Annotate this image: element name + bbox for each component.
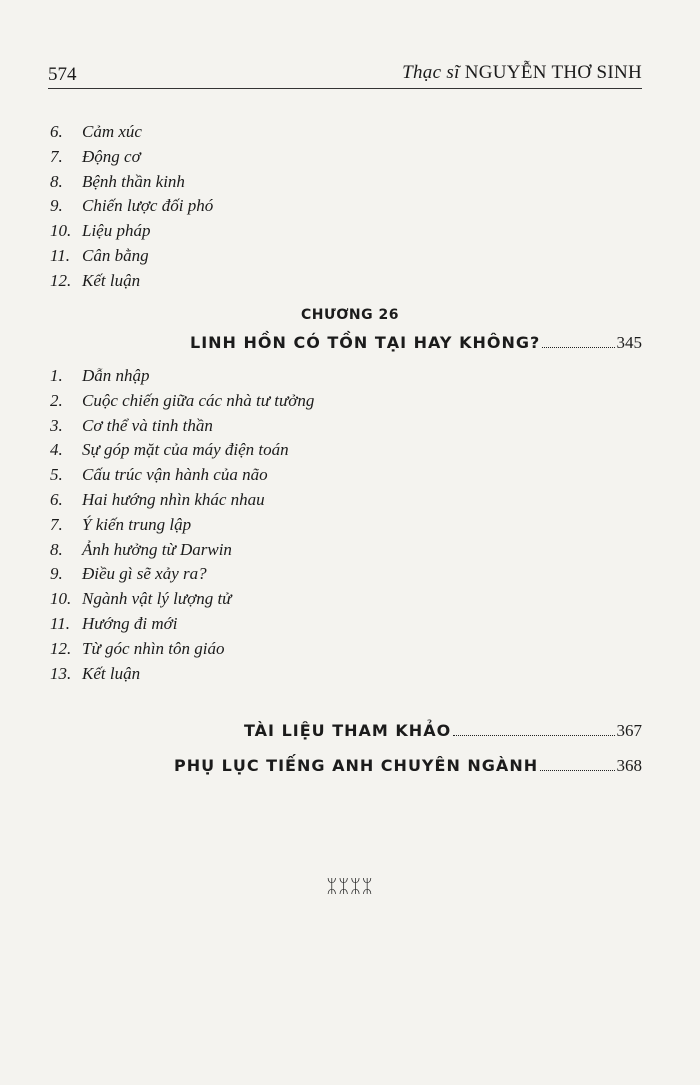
chapter-title: LINH HỒN CÓ TỒN TẠI HAY KHÔNG? xyxy=(190,333,541,352)
author-name: NGUYỄN THƠ SINH xyxy=(464,62,642,83)
running-header xyxy=(402,62,642,84)
author-prefix: Thạc sĩ xyxy=(402,62,460,83)
item-text: Dẫn nhập xyxy=(82,366,150,385)
item-number: 10. xyxy=(50,221,72,241)
item-text: Ngành vật lý lượng tử xyxy=(82,589,232,609)
item-number: 11. xyxy=(50,613,70,633)
page-number: 574 xyxy=(48,64,77,85)
item-text: Cấu trúc vận hành của não xyxy=(82,465,268,485)
item-text: Điều gì sẽ xảy ra? xyxy=(82,564,207,584)
chapter-label: CHƯƠNG 26 xyxy=(301,307,399,323)
appendix-page: 368 xyxy=(616,756,642,775)
item-text: Liệu pháp xyxy=(82,221,151,241)
item-number: 7. xyxy=(50,514,63,534)
item-number: 5. xyxy=(50,465,63,485)
item-text: Cơ thể và tinh thần xyxy=(82,415,213,435)
item-text: Động cơ xyxy=(82,146,141,166)
item-number: 11. xyxy=(50,245,70,265)
item-number: 9. xyxy=(50,564,63,584)
item-number: 6. xyxy=(50,489,63,509)
appendix-line xyxy=(174,756,642,776)
item-number: 1. xyxy=(50,366,63,385)
dot-leader xyxy=(542,347,614,348)
item-text: Từ góc nhìn tôn giáo xyxy=(82,638,225,658)
item-text: Hai hướng nhìn khác nhau xyxy=(82,489,265,509)
item-text: Kết luận xyxy=(82,663,141,683)
ornament-divider: ᛯᛯᛯᛯ xyxy=(326,876,374,896)
item-text: Cuộc chiến giữa các nhà tư tưởng xyxy=(82,390,315,410)
chapter-page: 345 xyxy=(616,333,642,352)
chapter-title-line xyxy=(190,333,642,353)
dot-leader xyxy=(453,735,614,736)
dot-leader xyxy=(540,770,614,771)
appendix-title: PHỤ LỤC TIẾNG ANH CHUYÊN NGÀNH xyxy=(174,756,539,775)
item-number: 13. xyxy=(50,663,72,683)
item-number: 2. xyxy=(50,390,63,410)
item-number: 12. xyxy=(50,638,72,658)
references-page: 367 xyxy=(616,721,642,740)
item-number: 3. xyxy=(50,415,63,435)
header-rule xyxy=(48,88,642,89)
item-number: 8. xyxy=(50,539,63,559)
item-number: 6. xyxy=(50,122,63,141)
item-number: 10. xyxy=(50,589,72,609)
item-text: Chiến lược đối phó xyxy=(82,196,214,216)
item-text: Sự góp mặt của máy điện toán xyxy=(82,440,289,460)
item-text: Kết luận xyxy=(82,270,141,290)
item-text: Bệnh thần kinh xyxy=(82,171,185,191)
item-number: 12. xyxy=(50,270,72,290)
references-title: TÀI LIỆU THAM KHẢO xyxy=(244,721,452,740)
item-text: Ý kiến trung lập xyxy=(82,514,192,534)
item-number: 7. xyxy=(50,146,63,166)
item-text: Cảm xúc xyxy=(82,122,142,141)
item-text: Cân bằng xyxy=(82,245,149,265)
references-line xyxy=(244,721,642,741)
item-number: 4. xyxy=(50,440,63,460)
item-text: Ảnh hưởng từ Darwin xyxy=(82,539,232,559)
item-number: 9. xyxy=(50,196,63,216)
item-number: 8. xyxy=(50,171,63,191)
item-text: Hướng đi mới xyxy=(82,613,178,633)
